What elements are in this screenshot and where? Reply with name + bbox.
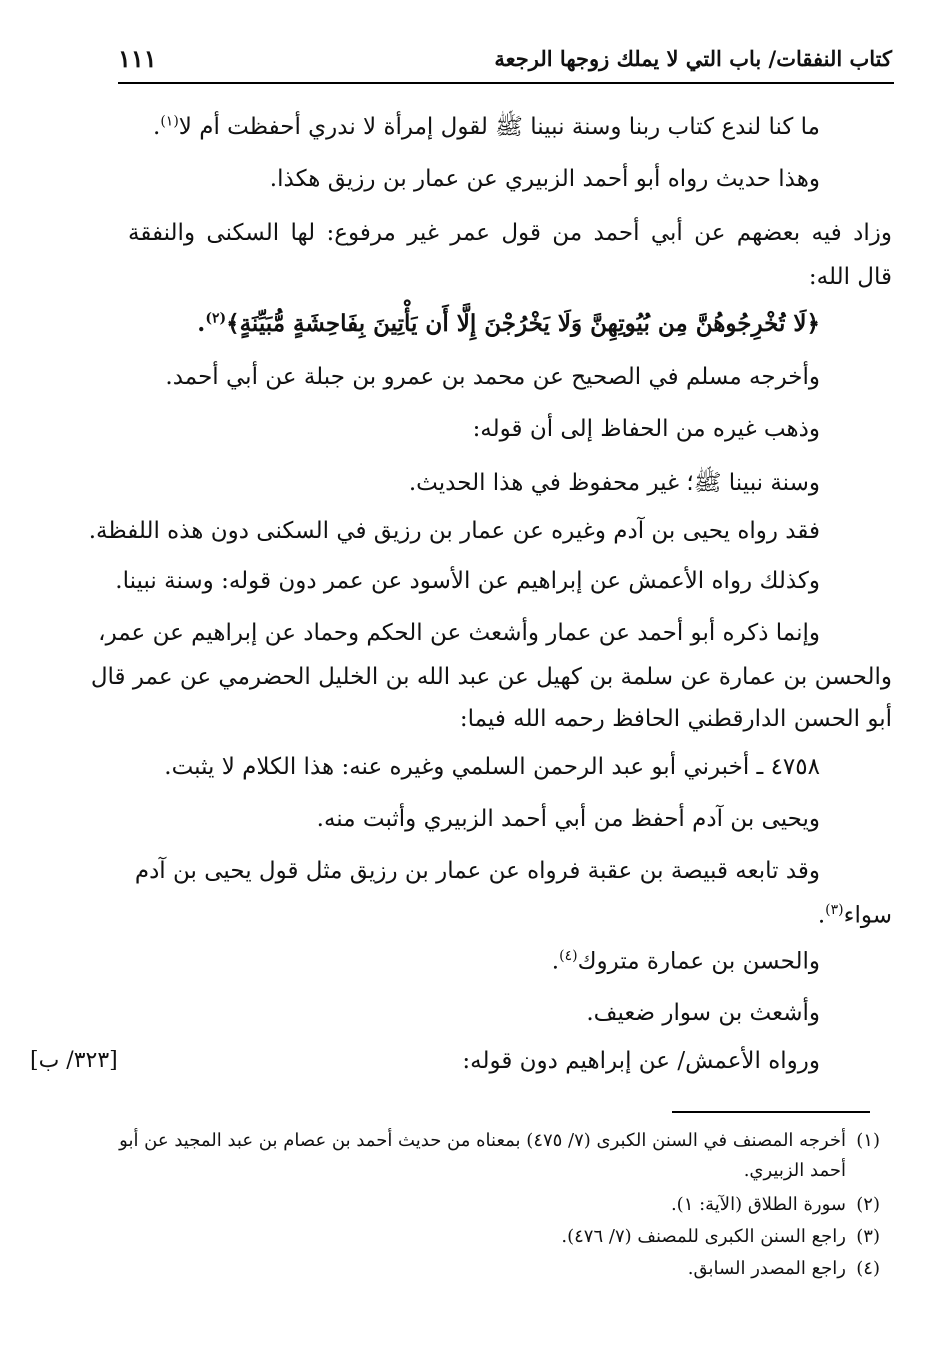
footnote: (٣)راجع السنن الكبرى للمصنف (٧/ ٤٧٦). [561,1226,880,1247]
text-line: فقد رواه يحيى بن آدم وغيره عن عمار بن رزيق في السكنى دون هذه اللفظة. [88,518,820,544]
footnote-ref: (٤) [559,948,578,964]
chapter-title: كتاب النفقات/ باب التي لا يملك زوجها الرجعة [494,46,892,71]
footnote-separator [672,1111,870,1113]
text-line: وأشعث بن سوار ضعيف. [586,1000,820,1026]
header-rule [118,82,894,84]
text-line: والحسن بن عمارة عن سلمة بن كهيل عن عبد الله بن الخليل الحضرمي عن عمر قال [90,664,892,690]
footnote: (١)أخرجه المصنف في السنن الكبرى (٧/ ٤٧٥) بمعناه من حديث أحمد بن عصام بن عبد المجيد عن أبو [119,1130,880,1151]
footnote-continuation: أحمد الزبيري. [743,1160,846,1181]
text-line: وإنما ذكره أبو أحمد عن عمار وأشعث عن الحكم وحماد عن إبراهيم عن عمر، [98,620,820,646]
footnote-ref: (٢) [205,310,227,327]
text-line: وأخرجه مسلم في الصحيح عن محمد بن عمرو بن جبلة عن أبي أحمد. [165,364,820,390]
text-line: ورواه الأعمش/ عن إبراهيم دون قوله: [462,1048,820,1074]
text-line: سواء$^{(٣)}$. [817,902,892,929]
footnote-ref: (٣) [825,902,844,918]
footnote: (٢)سورة الطلاق (الآية: ١). [670,1194,880,1215]
text-line: وزاد فيه بعضهم عن أبي أحمد من قول عمر غير مرفوع: لها السكنى والنفقة [128,220,892,246]
page-number: ١١١ [118,44,157,73]
text-line: قال الله: [808,264,892,290]
hadith-line: ٤٧٥٨ ـ أخبرني أبو عبد الرحمن السلمي وغيره عنه: هذا الكلام لا يثبت. [164,754,820,780]
quran-verse: ﴿لَا تُخْرِجُوهُنَّ مِن بُيُوتِهِنَّ وَلَا يَخْرُجْنَ إِلَّا أَن يَأْتِينَ بِفَاحِشَةٍ مُّبَيِّنَةٍ﴾$^{(٢)}$. [197,310,820,337]
running-header [118,38,894,82]
manuscript-folio-marker: [٣٢٣/ ب] [30,1048,118,1073]
footnote-ref: (١) [160,113,179,130]
text-line: أبو الحسن الدارقطني الحافظ رحمه الله فيما: [459,706,892,732]
text-line: وقد تابعه قبيصة بن عقبة فرواه عن عمار بن رزيق مثل قول يحيى بن آدم [134,858,820,884]
footnote: (٤)راجع المصدر السابق. [687,1258,880,1279]
text-line: ويحيى بن آدم أحفظ من أبي أحمد الزبيري وأثبت منه. [316,806,820,832]
text-line: ما كنا لندع كتاب ربنا وسنة نبينا ﷺ لقول إمرأة لا ندري أحفظت أم لا$^{(١)}$. [153,113,820,140]
text-line: والحسن بن عمارة متروك$^{(٤)}$. [551,948,820,975]
text-line: وذهب غيره من الحفاظ إلى أن قوله: [472,416,820,442]
text-line: وسنة نبينا ﷺ؛ غير محفوظ في هذا الحديث. [408,470,820,496]
text-line: وكذلك رواه الأعمش عن إبراهيم عن الأسود عن عمر دون قوله: وسنة نبينا. [115,568,820,594]
text-line: وهذا حديث رواه أبو أحمد الزبيري عن عمار بن رزيق هكذا. [269,166,820,192]
